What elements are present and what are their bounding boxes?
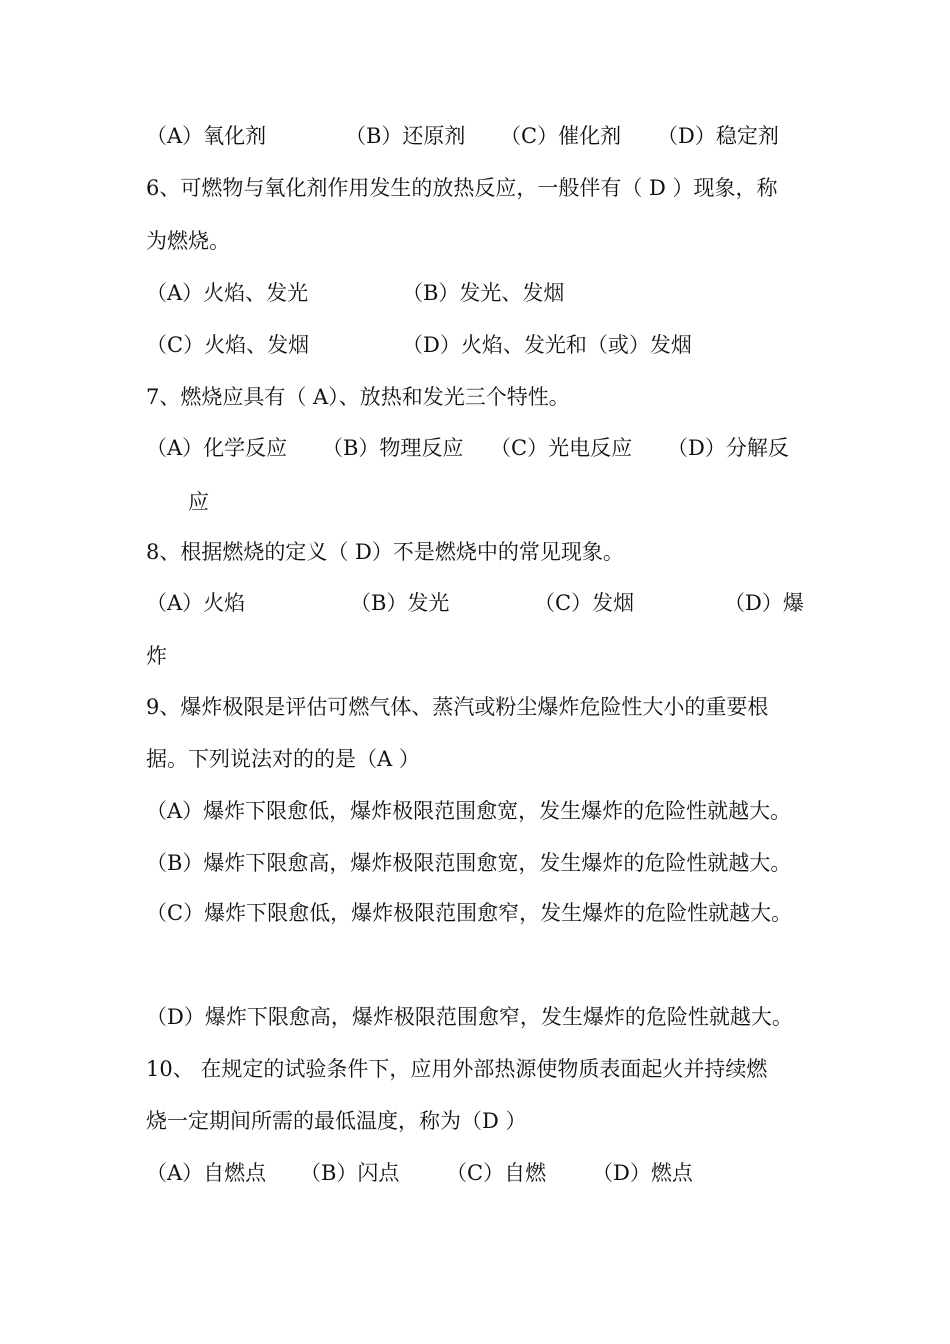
q7-option-d-wrap: 应 bbox=[188, 490, 209, 514]
q6-option-d: （D）火焰、发光和（或）发烟 bbox=[402, 333, 692, 357]
q8-option-d-wrap: 炸 bbox=[146, 644, 167, 668]
q8-option-c: （C）发烟 bbox=[534, 591, 635, 615]
q10-stem-line1: 10、 在规定的试验条件下，应用外部热源使物质表面起火并持续燃 bbox=[146, 1057, 768, 1081]
q9-option-c: （C）爆炸下限愈低，爆炸极限范围愈窄，发生爆炸的危险性就越大。 bbox=[146, 901, 793, 925]
q5-option-c: （C）催化剂 bbox=[500, 124, 622, 148]
q10-option-a: （A）自燃点 bbox=[146, 1161, 267, 1185]
q5-option-d: （D）稳定剂 bbox=[657, 124, 779, 148]
q6-option-a: （A）火焰、发光 bbox=[146, 281, 309, 305]
q10-option-b: （B）闪点 bbox=[300, 1161, 400, 1185]
q10-option-d: （D）燃点 bbox=[592, 1161, 693, 1185]
q7-option-c: （C）光电反应 bbox=[490, 436, 633, 460]
q9-option-d: （D）爆炸下限愈高，爆炸极限范围愈窄，发生爆炸的危险性就越大。 bbox=[146, 1005, 793, 1029]
q9-stem-line1: 9、爆炸极限是评估可燃气体、蒸汽或粉尘爆炸危险性大小的重要根 bbox=[146, 695, 769, 719]
q9-option-a: （A）爆炸下限愈低，爆炸极限范围愈宽，发生爆炸的危险性就越大。 bbox=[146, 799, 792, 823]
q8-option-b: （B）发光 bbox=[350, 591, 450, 615]
q6-option-b: （B）发光、发烟 bbox=[402, 281, 565, 305]
q7-option-b: （B）物理反应 bbox=[322, 436, 464, 460]
q8-option-a: （A）火焰 bbox=[146, 591, 246, 615]
q8-stem: 8、根据燃烧的定义（ D）不是燃烧中的常见现象。 bbox=[146, 540, 624, 564]
q6-option-c: （C）火焰、发烟 bbox=[146, 333, 310, 357]
q9-option-b: （B）爆炸下限愈高，爆炸极限范围愈宽，发生爆炸的危险性就越大。 bbox=[146, 851, 792, 875]
q7-stem: 7、燃烧应具有（ A）、放热和发光三个特性。 bbox=[146, 385, 570, 409]
q8-option-d: （D）爆 bbox=[724, 591, 804, 615]
q5-option-a: （A）氧化剂 bbox=[146, 124, 267, 148]
q7-option-a: （A）化学反应 bbox=[146, 436, 288, 460]
q6-stem-line1: 6、可燃物与氧化剂作用发生的放热反应，一般伴有（ D ）现象，称 bbox=[146, 176, 778, 200]
q6-stem-line2: 为燃烧。 bbox=[146, 229, 230, 253]
q10-option-c: （C）自燃 bbox=[446, 1161, 547, 1185]
q7-option-d: （D）分解反 bbox=[667, 436, 789, 460]
q10-stem-line2: 烧一定期间所需的最低温度，称为（D ） bbox=[146, 1109, 527, 1133]
q5-option-b: （B）还原剂 bbox=[345, 124, 466, 148]
q9-stem-line2: 据。下列说法对的的是（A ） bbox=[146, 747, 420, 771]
